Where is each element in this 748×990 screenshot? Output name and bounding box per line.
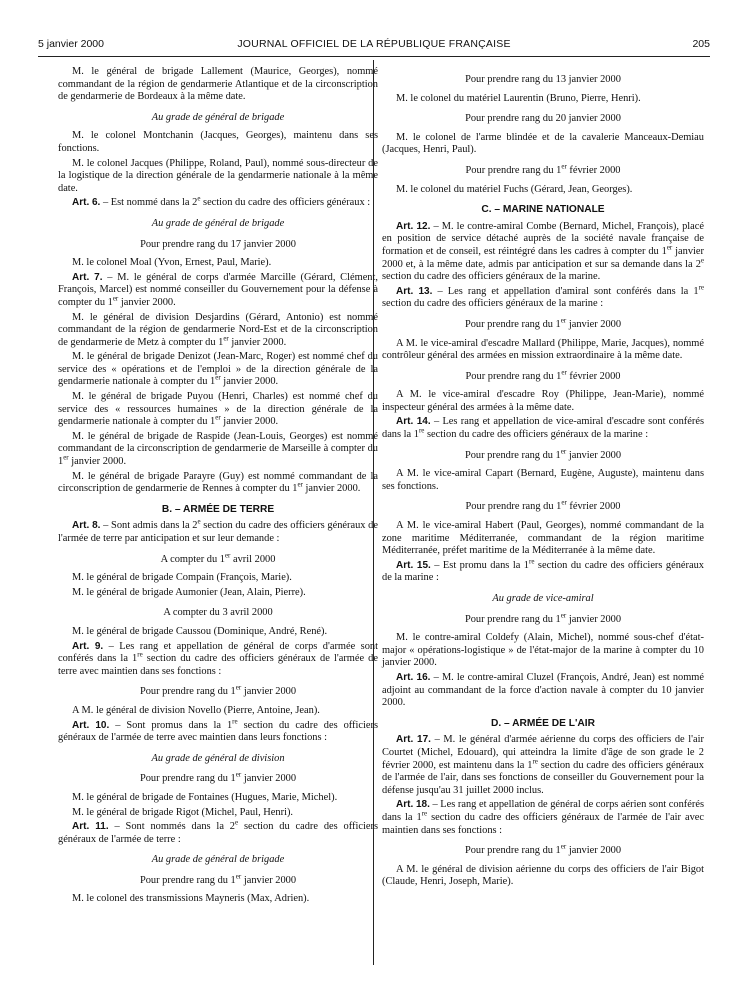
article-number: Art. 12.: [396, 220, 431, 232]
page-number: 205: [692, 38, 710, 50]
article-paragraph: Art. 9. – Les rang et appellation de général de corps d'armée sont conférés dans la 1re section du cadre des officiers généraux de l'armée de terre avec maintien dans ses fonctions :: [58, 640, 378, 677]
body-paragraph: M. le colonel Moal (Yvon, Ernest, Paul, Marie).: [72, 257, 272, 269]
article-paragraph: Art. 14. – Les rang et appellation de vice-amiral d'escadre sont conférés dans la 1re section du cadre des officiers généraux de la marine :: [382, 416, 704, 441]
body-paragraph: M. le général de brigade de Raspide (Jean-Louis, Georges) est nommé commandant de la circonscription de gendarmerie de Marseille à compter du 1er janvier 2000.: [58, 430, 378, 468]
body-paragraph: M. le général de brigade Compain (François, Marie).: [72, 572, 292, 584]
rank-date-heading: Pour prendre rang du 1er janvier 2000: [139, 683, 297, 698]
article-paragraph: Art. 16. – M. le contre-amiral Cluzel (François, André, Jean) est nommé adjoint au commandant de la force d'action navale à compter du 10 janvier 2000.: [382, 671, 704, 709]
article-number: Art. 11.: [72, 821, 109, 833]
article-number: Art. 18.: [396, 799, 430, 811]
article-number: Art. 10.: [72, 719, 110, 731]
header-rule: [38, 56, 710, 57]
grade-heading: Au grade de général de brigade: [151, 217, 285, 229]
rank-date-heading: Pour prendre rang du 1er janvier 2000: [464, 842, 622, 857]
article-paragraph: Art. 7. – M. le général de corps d'armée Marcille (Gérard, Clément, François, Marcel) est nommé conseiller du Gouvernement pour la défense à compter du 1er janvier 2000.: [58, 271, 378, 308]
article-paragraph: Art. 17. – M. le général d'armée aérienne du corps des officiers de l'air Courtet (Michel, Edouard), qui atteindra la limite d'âge de son grade le 2 février 2000, est maintenu dans la 1re section du cadre des officiers généraux de l'armée de l'air, dans ses fonctions de conseiller du Gouvernement pour la défense jusqu'au 31 juillet 2000 inclus.: [382, 734, 705, 796]
body-paragraph: M. le colonel Montchanin (Jacques, Georges), maintenu dans ses fonctions.: [58, 130, 378, 154]
body-paragraph: A M. le vice-amiral d'escadre Mallard (Philippe, Marie, Jacques), nommé contrôleur général des armées en mission extraordinaire à la même date.: [382, 337, 704, 362]
body-paragraph: M. le colonel Jacques (Philippe, Roland, Paul), nommé sous-directeur de la logistique de la direction générale de la gendarmerie nationale à la même date.: [58, 157, 378, 194]
rank-date-heading: Pour prendre rang du 1er février 2000: [465, 368, 621, 382]
rank-date-heading: Pour prendre rang du 1er février 2000: [465, 162, 621, 176]
article-number: Art. 9.: [72, 640, 104, 652]
body-paragraph: A M. le vice-amiral d'escadre Roy (Philippe, Jean-Marie), nommé inspecteur général des armées à la même date.: [382, 389, 704, 413]
article-number: Art. 14.: [396, 416, 431, 428]
rank-date-heading: Pour prendre rang du 1er janvier 2000: [139, 872, 297, 886]
body-paragraph: A M. le vice-amiral Habert (Paul, Georges), nommé commandant de la zone maritime Méditerranée, commandant de la région maritime Méditerranée, préfet maritime de la Méditerranée à la même date.: [382, 520, 704, 557]
article-number: Art. 13.: [396, 285, 433, 297]
body-paragraph: M. le général de brigade Parayre (Guy) est nommé commandant de la circonscription de gendarmerie de Rennes à compter du 1er janvier 2000.: [58, 470, 378, 495]
body-paragraph: M. le général de division Desjardins (Gérard, Antonio) est nommé commandant de la région de gendarmerie Nord-Est et de la circonscription de gendarmerie de Metz à compter du 1er janvier 2000.: [58, 311, 378, 348]
article-paragraph: Art. 12. – M. le contre-amiral Combe (Bernard, Michel, François), placé en position de service détaché auprès de la société navale française de formation et de conseil, est réintégré dans les cadres à compter du 1er janvier 2000 et, à la même date, admis par anticipation et sur sa demande dans la 2e section du cadre des officiers généraux de la marine.: [382, 220, 705, 283]
article-paragraph: Art. 11. – Sont nommés dans la 2e section du cadre des officiers généraux de l'armée de terre :: [58, 818, 378, 845]
body-paragraph: M. le général de brigade Denizot (Jean-Marc, Roger) est nommé chef du service des « opérations et de l'emploi » de la direction générale de la gendarmerie nationale à compter du 1er janvier 2000.: [58, 351, 378, 388]
article-paragraph: Art. 15. – Est promu dans la 1re section du cadre des officiers généraux de la marine :: [382, 557, 704, 584]
page-header: [38, 38, 710, 52]
left-column: [58, 66, 378, 908]
article-number: Art. 17.: [396, 734, 431, 746]
rank-date-heading: A compter du 3 avril 2000: [163, 607, 273, 619]
article-paragraph: Art. 8. – Sont admis dans la 2e section du cadre des officiers généraux de l'armée de terre par anticipation et sur leur demande :: [58, 517, 378, 544]
rank-date-heading: Pour prendre rang du 1er février 2000: [465, 498, 621, 513]
article-number: Art. 8.: [72, 520, 101, 532]
article-paragraph: Art. 10. – Sont promus dans la 1re section du cadre des officiers généraux de l'armée de terre avec maintien dans leurs fonctions :: [58, 717, 378, 744]
rank-date-heading: Pour prendre rang du 20 janvier 2000: [465, 113, 621, 125]
body-paragraph: A M. le général de division Novello (Pierre, Antoine, Jean).: [72, 704, 320, 716]
body-paragraph: M. le général de brigade Puyou (Henri, Charles) est nommé chef du service des « ressources humaines » de la direction générale de la gendarmerie nationale à compter du 1er janvier 2000.: [58, 391, 378, 428]
grade-heading: Au grade de général de brigade: [151, 111, 285, 123]
section-heading: B. – ARMÉE DE TERRE: [161, 503, 275, 515]
section-heading: D. – ARMÉE DE L'AIR: [491, 717, 595, 729]
right-column: [382, 66, 704, 891]
body-paragraph: M. le général de brigade Lallement (Maurice, Georges), nommé commandant de la région de gendarmerie Atlantique et de la circonscription de gendarmerie de Bordeaux à la même date.: [58, 66, 378, 103]
grade-heading: Au grade de général de brigade: [151, 854, 285, 866]
body-paragraph: A M. le vice-amiral Capart (Bernard, Eugène, Auguste), maintenu dans ses fonctions.: [382, 468, 704, 492]
body-paragraph: M. le général de brigade de Fontaines (Hugues, Marie, Michel).: [72, 791, 338, 803]
body-paragraph: M. le général de brigade Aumonier (Jean, Alain, Pierre).: [72, 586, 306, 598]
body-paragraph: M. le colonel des transmissions Mayneris (Max, Adrien).: [72, 893, 310, 905]
issue-date: 5 janvier 2000: [38, 38, 104, 50]
rank-date-heading: Pour prendre rang du 1er janvier 2000: [139, 770, 297, 785]
article-number: Art. 7.: [72, 271, 103, 283]
rank-date-heading: Pour prendre rang du 13 janvier 2000: [465, 74, 621, 85]
body-paragraph: M. le contre-amiral Coldefy (Alain, Michel), nommé sous-chef d'état-major « opérations-logistique » de l'état-major de la marine à compter du 10 janvier 2000.: [382, 632, 704, 669]
rank-date-heading: Pour prendre rang du 1er janvier 2000: [464, 611, 622, 625]
rank-date-heading: A compter du 1er avril 2000: [160, 551, 276, 565]
section-heading: C. – MARINE NATIONALE: [481, 204, 605, 216]
article-paragraph: Art. 18. – Les rang et appellation de général de corps aérien sont conférés dans la 1re section du cadre des officiers généraux de l'armée de l'air avec maintien dans ses fonctions :: [382, 799, 704, 836]
body-paragraph: A M. le général de division aérienne du corps des officiers de l'air Bigot (Claude, Henri, Joseph, Marie).: [382, 863, 704, 888]
rank-date-heading: Pour prendre rang du 1er janvier 2000: [464, 447, 622, 461]
body-paragraph: M. le colonel du matériel Laurentin (Bruno, Pierre, Henri).: [396, 92, 641, 104]
article-number: Art. 15.: [396, 559, 431, 571]
grade-heading: Au grade de général de division: [151, 752, 285, 764]
body-paragraph: M. le colonel du matériel Fuchs (Gérard, Jean, Georges).: [396, 183, 633, 195]
body-paragraph: M. le colonel de l'arme blindée et de la cavalerie Manceaux-Demiau (Jacques, Henri, Paul).: [382, 131, 704, 156]
article-number: Art. 6.: [72, 197, 101, 209]
article-number: Art. 16.: [396, 671, 431, 683]
journal-title: JOURNAL OFFICIEL DE LA RÉPUBLIQUE FRANÇAISE: [237, 38, 511, 50]
body-paragraph: M. le général de brigade Caussou (Dominique, André, René).: [72, 625, 328, 637]
body-paragraph: M. le général de brigade Rigot (Michel, Paul, Henri).: [72, 806, 294, 818]
rank-date-heading: Pour prendre rang du 17 janvier 2000: [140, 238, 296, 250]
grade-heading: Au grade de vice-amiral: [492, 593, 594, 604]
rank-date-heading: Pour prendre rang du 1er janvier 2000: [464, 316, 622, 330]
article-paragraph: Art. 13. – Les rang et appellation d'amiral sont conférés dans la 1re section du cadre des officiers généraux de la marine :: [382, 283, 705, 310]
article-paragraph: Art. 6. – Est nommé dans la 2e section du cadre des officiers généraux :: [72, 194, 371, 209]
